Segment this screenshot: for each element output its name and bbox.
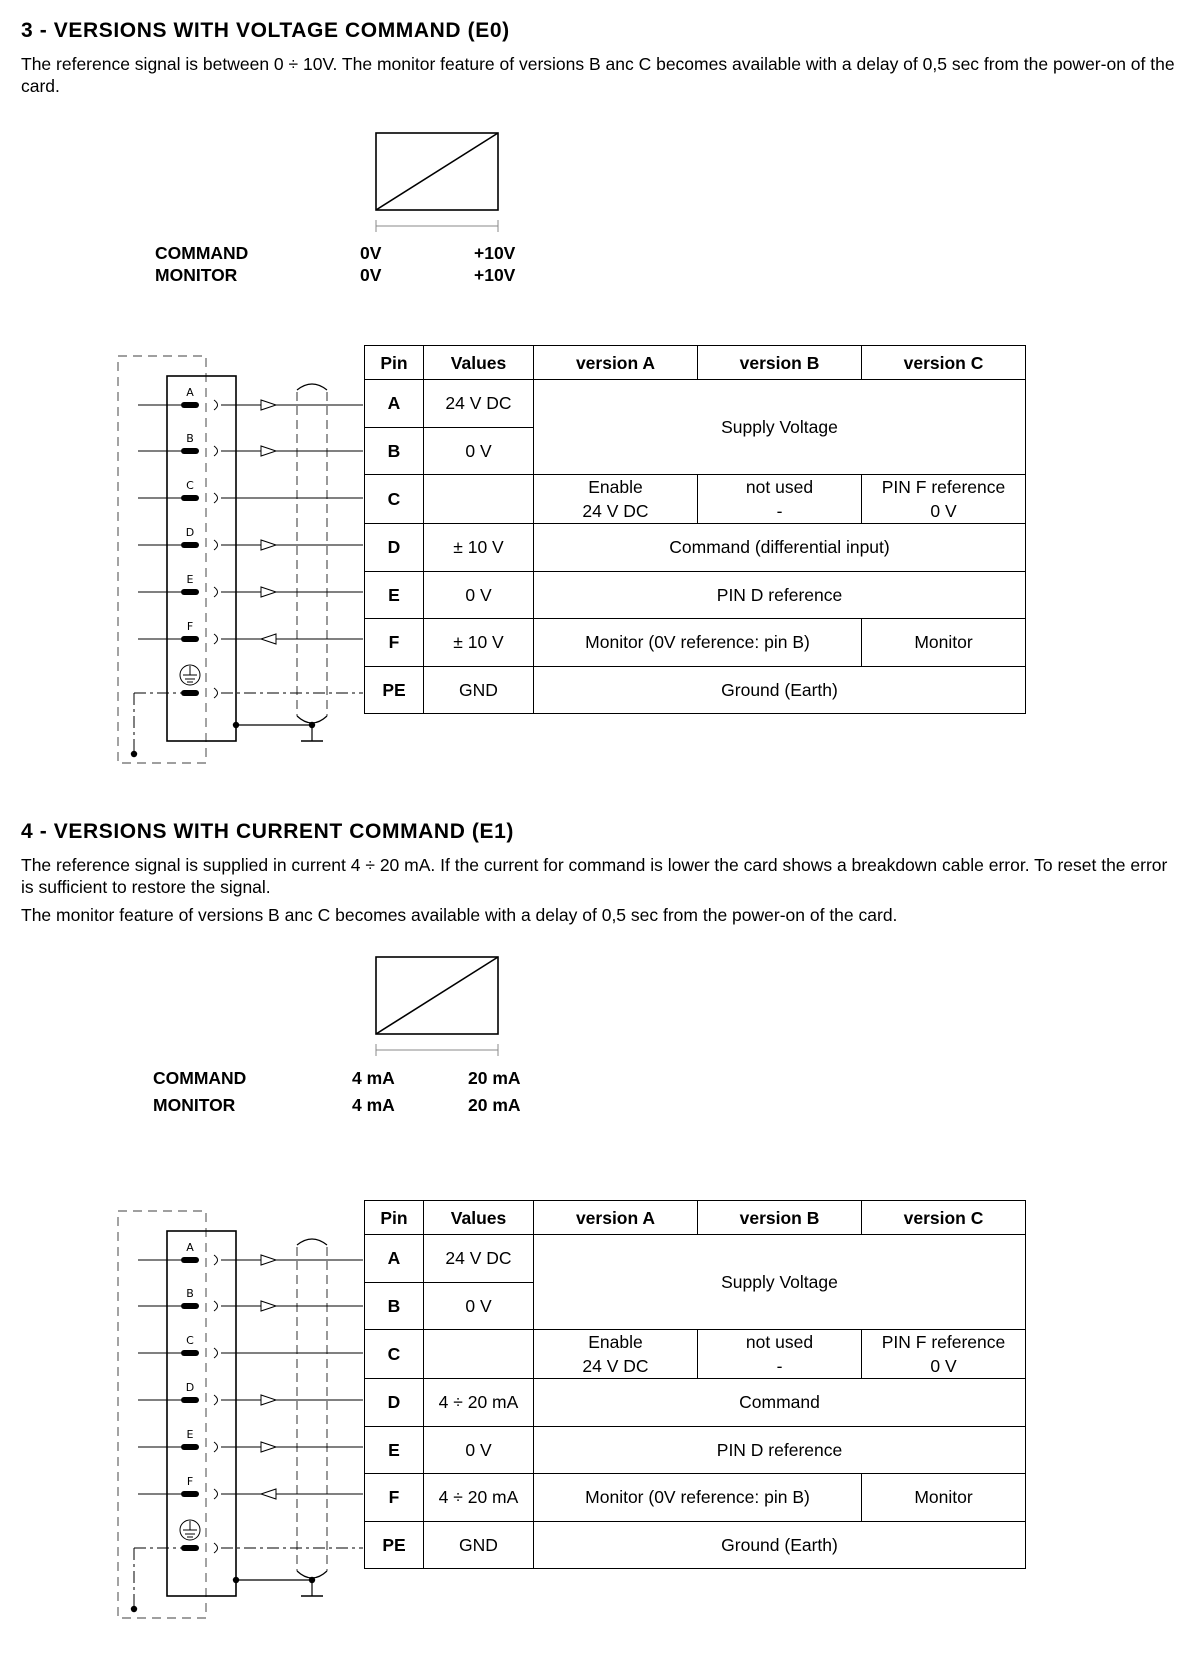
description-cell: Ground (Earth) bbox=[534, 666, 1026, 714]
monitor-label: MONITOR bbox=[155, 265, 238, 285]
pin-table bbox=[364, 345, 1026, 714]
description-cell: Monitor (0V reference: pin B) bbox=[534, 619, 862, 667]
command-label: COMMAND bbox=[153, 1068, 247, 1088]
pin-letter: D bbox=[185, 1381, 195, 1394]
command-min: 4 mA bbox=[352, 1068, 395, 1088]
description-paragraph: The monitor feature of versions B anc C becomes available with a delay of 0,5 sec from the power-on of the card. bbox=[21, 905, 898, 925]
command-label: COMMAND bbox=[155, 243, 249, 263]
pin-letter: F bbox=[186, 1475, 194, 1488]
pin-letter: E bbox=[186, 1428, 194, 1441]
description-cell: Command (differential input) bbox=[534, 524, 1026, 572]
supply-voltage-cell: Supply Voltage bbox=[534, 380, 1026, 475]
table-row bbox=[365, 1474, 1026, 1522]
pin-cell: E bbox=[365, 571, 424, 619]
connector-body bbox=[167, 376, 236, 741]
value-cell: 0 V bbox=[424, 427, 534, 475]
ramp-graph bbox=[372, 131, 502, 231]
header-pin: Pin bbox=[365, 346, 424, 380]
header-version-a: version A bbox=[534, 1201, 698, 1235]
value-cell bbox=[424, 475, 534, 524]
table-row bbox=[365, 1426, 1026, 1474]
monitor-label: MONITOR bbox=[153, 1095, 236, 1115]
pin-row-c bbox=[138, 479, 363, 503]
pin-letter: E bbox=[186, 573, 194, 586]
version-a-cell: Enable 24 V DC bbox=[534, 475, 698, 524]
header-pin: Pin bbox=[365, 1201, 424, 1235]
value-cell: 0 V bbox=[424, 571, 534, 619]
header-version-c: version C bbox=[862, 1201, 1026, 1235]
description-cell: Ground (Earth) bbox=[534, 1521, 1026, 1569]
connector-body bbox=[167, 1231, 236, 1596]
description-paragraph: The reference signal is between 0 ÷ 10V. The monitor feature of versions B anc C becomes available with a delay of 0,5 sec from the power-on of the card. bbox=[21, 54, 1175, 96]
value-cell: ± 10 V bbox=[424, 619, 534, 667]
pin-cell: F bbox=[365, 1474, 424, 1522]
connector-outline bbox=[118, 356, 206, 763]
supply-voltage-cell: Supply Voltage bbox=[534, 1235, 1026, 1330]
pin-row-e bbox=[138, 573, 363, 597]
value-cell: 0 V bbox=[424, 1426, 534, 1474]
pin-row-b bbox=[138, 1287, 363, 1311]
description-cell: Monitor (0V reference: pin B) bbox=[534, 1474, 862, 1522]
pin-row-pe bbox=[131, 665, 363, 757]
table-row bbox=[365, 666, 1026, 714]
pin-cell: B bbox=[365, 1282, 424, 1330]
pin-cell: F bbox=[365, 619, 424, 667]
value-cell: GND bbox=[424, 666, 534, 714]
header-version-a: version A bbox=[534, 346, 698, 380]
pin-row-pe bbox=[131, 1520, 363, 1612]
command-min: 0V bbox=[360, 243, 382, 263]
table-row bbox=[365, 524, 1026, 572]
description-cell: PIN D reference bbox=[534, 571, 1026, 619]
pin-letter: A bbox=[186, 1241, 194, 1254]
pin-letter: F bbox=[186, 620, 194, 633]
version-b-cell: not used - bbox=[698, 1330, 862, 1379]
pin-row-f bbox=[138, 620, 363, 644]
table-row bbox=[365, 1379, 1026, 1427]
command-max: 20 mA bbox=[468, 1068, 521, 1088]
section-heading: 4 - VERSIONS WITH CURRENT COMMAND (E1) bbox=[21, 820, 514, 843]
version-c-cell: PIN F reference 0 V bbox=[862, 1330, 1026, 1379]
pin-letter: C bbox=[186, 1334, 194, 1347]
value-cell bbox=[424, 1330, 534, 1379]
description-paragraph: The reference signal is supplied in current 4 ÷ 20 mA. If the current for command is lower the card shows a breakdown cable error. To reset the error is sufficient to restore the signal. bbox=[21, 855, 1168, 897]
value-cell: 24 V DC bbox=[424, 1235, 534, 1283]
version-c-cell: PIN F reference 0 V bbox=[862, 475, 1026, 524]
pin-cell: C bbox=[365, 475, 424, 524]
pin-row-a bbox=[138, 1241, 363, 1265]
ramp-line bbox=[376, 133, 498, 210]
header-values: Values bbox=[424, 1201, 534, 1235]
ramp-line bbox=[376, 957, 498, 1034]
pin-row-a bbox=[138, 386, 363, 410]
version-c-cell: Monitor bbox=[862, 1474, 1026, 1522]
table-row bbox=[365, 1521, 1026, 1569]
pin-cell: PE bbox=[365, 666, 424, 714]
pin-cell: E bbox=[365, 1426, 424, 1474]
pin-letter: A bbox=[186, 386, 194, 399]
table-row bbox=[365, 619, 1026, 667]
pin-cell: D bbox=[365, 524, 424, 572]
value-cell: 4 ÷ 20 mA bbox=[424, 1379, 534, 1427]
pin-row-d bbox=[138, 526, 363, 550]
monitor-max: 20 mA bbox=[468, 1095, 521, 1115]
value-cell: 4 ÷ 20 mA bbox=[424, 1474, 534, 1522]
pin-letter: C bbox=[186, 479, 194, 492]
value-cell: ± 10 V bbox=[424, 524, 534, 572]
value-cell: 24 V DC bbox=[424, 380, 534, 428]
value-cell: 0 V bbox=[424, 1282, 534, 1330]
pin-row-c bbox=[138, 1334, 363, 1358]
command-max: +10V bbox=[474, 243, 516, 263]
pin-row-f bbox=[138, 1475, 363, 1499]
pin-cell: PE bbox=[365, 1521, 424, 1569]
table-row bbox=[365, 380, 1026, 428]
value-cell: GND bbox=[424, 1521, 534, 1569]
pin-row-e bbox=[138, 1428, 363, 1452]
pin-letter: B bbox=[186, 1287, 194, 1300]
monitor-min: 4 mA bbox=[352, 1095, 395, 1115]
header-values: Values bbox=[424, 346, 534, 380]
table-row bbox=[365, 1235, 1026, 1283]
connector-wiring-diagram bbox=[100, 348, 370, 768]
pin-cell: A bbox=[365, 1235, 424, 1283]
ground-symbol-icon bbox=[180, 1520, 200, 1540]
ramp-graph bbox=[372, 955, 502, 1055]
pin-row-d bbox=[138, 1381, 363, 1405]
table-row bbox=[365, 1330, 1026, 1379]
table-row bbox=[365, 475, 1026, 524]
header-version-b: version B bbox=[698, 346, 862, 380]
pin-letter: D bbox=[185, 526, 195, 539]
pin-cell: D bbox=[365, 1379, 424, 1427]
description-cell: Command bbox=[534, 1379, 1026, 1427]
pin-cell: C bbox=[365, 1330, 424, 1379]
pin-cell: A bbox=[365, 380, 424, 428]
version-c-cell: Monitor bbox=[862, 619, 1026, 667]
pin-cell: B bbox=[365, 427, 424, 475]
table-row bbox=[365, 571, 1026, 619]
description-cell: PIN D reference bbox=[534, 1426, 1026, 1474]
version-a-cell: Enable 24 V DC bbox=[534, 1330, 698, 1379]
pin-table bbox=[364, 1200, 1026, 1569]
connector-outline bbox=[118, 1211, 206, 1618]
monitor-max: +10V bbox=[474, 265, 516, 285]
header-version-c: version C bbox=[862, 346, 1026, 380]
header-version-b: version B bbox=[698, 1201, 862, 1235]
monitor-min: 0V bbox=[360, 265, 382, 285]
version-b-cell: not used - bbox=[698, 475, 862, 524]
pin-row-b bbox=[138, 432, 363, 456]
pin-letter: B bbox=[186, 432, 194, 445]
section-heading: 3 - VERSIONS WITH VOLTAGE COMMAND (E0) bbox=[21, 19, 510, 42]
connector-wiring-diagram bbox=[100, 1203, 370, 1623]
ground-symbol-icon bbox=[180, 665, 200, 685]
